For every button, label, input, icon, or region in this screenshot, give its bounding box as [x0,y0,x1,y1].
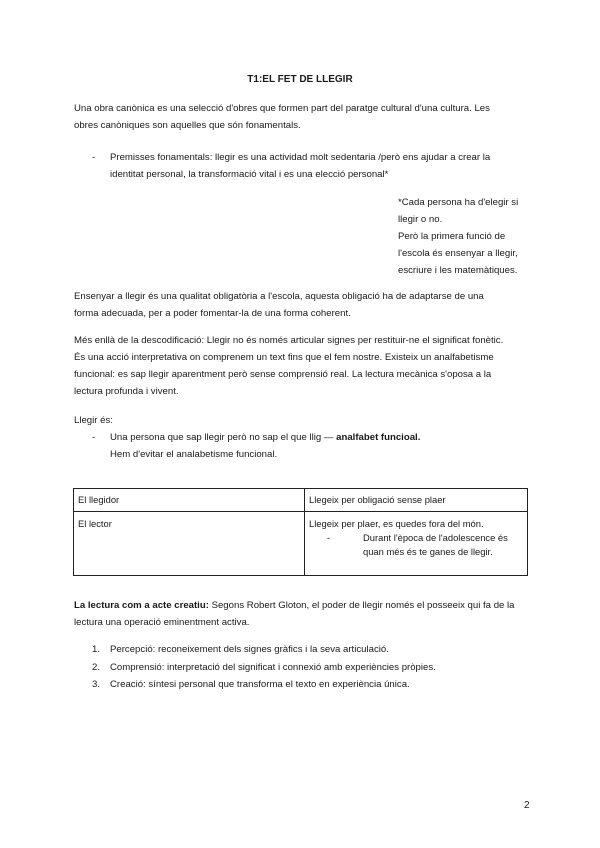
llegir-es-line-2: Hem d'evitar el analabetisme funcional. [110,449,278,460]
table-cell [305,512,528,576]
premisses-line-1: Premisses fonamentals: llegir es una actividad molt sedentaria /però ens ajudar a crear la [110,152,491,163]
list-dash: - [92,152,96,163]
premisses-list-item [92,149,530,183]
lector-sub-line-2: quan més és te ganes de llegir. [363,546,493,557]
descodificacio-paragraph [74,332,530,400]
page-number: 2 [524,800,530,811]
ensenyar-line-2: forma adecuada, per a poder fomentar-la de una forma coherent. [74,308,351,319]
lectura-line-1 [74,597,530,614]
note-line-2: llegir o no. [398,214,443,225]
step-number: 1. [92,644,101,655]
table-cell: Llegeix per obligació sense plaer [305,489,528,512]
llegir-es-text: Una persona que sap llegir però no sap el que llig — [110,432,334,443]
llegir-es-line-1 [110,429,530,446]
llegir-es-heading: Llegir és: [74,415,113,426]
list-dash: - [92,432,96,443]
creative-steps-list [92,641,532,694]
premisses-line-2: identitat personal, la transformació vital i es una elecció personal* [110,169,389,180]
note-line-3: Però la primera funció de [398,231,506,242]
step-text: Percepció: reconeixement dels signes gràfics i la seva articulació. [110,644,389,655]
lectura-bold-heading: La lectura com a acte creatiu: [74,600,209,611]
lector-sub-item [327,531,523,559]
llegir-es-bold-term: analfabet funcioal. [336,432,421,443]
list-item [92,641,532,659]
descodificacio-line-3: funcional: es sap llegir aparentment però sense comprensió real. La lectura mecànica s'oposa a la [74,369,492,380]
lector-description: Llegeix per plaer, es quedes fora del món. [309,518,484,529]
descodificacio-line-1: Més enllà de la descodificació: Llegir no és només articular signes per restituir-ne el significat fonètic. [74,335,504,346]
descodificacio-line-4: lectura profunda i vivent. [74,386,179,397]
step-number: 3. [92,679,101,690]
llegir-es-list-item [92,429,530,463]
list-dash: - [327,532,331,543]
list-item [92,659,532,677]
step-number: 2. [92,661,101,673]
list-item [92,676,532,694]
table-row [74,512,528,576]
note-line-1: *Cada persona ha d'elegir si [398,197,519,208]
intro-line-2: obres canòniques son aquelles que són fonamentals. [74,120,301,131]
ensenyar-line-1: Ensenyar a llegir és una qualitat obligatòria a l'escola, aquesta obligació ha de adaptarse de una [74,291,484,302]
note-line-5: escriure i les matemàtiques. [398,265,518,276]
step-text: Creació: síntesi personal que transforma el texto en experiència única. [110,679,410,690]
intro-paragraph [74,100,530,134]
lectura-paragraph [74,597,530,631]
lectura-line-2: lectura una operació eminentment activa. [74,617,250,628]
note-line-4: l'escola és ensenyar a llegir, [398,248,518,259]
descodificacio-line-2: És una acció interpretativa on comprenem un text fins que el fem nostre. Existeix un analfabetisme [74,352,494,363]
step-text: Comprensió: interpretació del significat i connexió amb experiències pròpies. [110,661,436,673]
table-cell: El lector [74,512,305,576]
table-cell: El llegidor [74,489,305,512]
page-title: T1:EL FET DE LLEGIR [247,74,353,85]
ensenyar-paragraph [74,288,530,322]
intro-line-1: Una obra canònica es una selecció d'obres que formen part del paratge cultural d'una cultura. Les [74,103,490,114]
lectura-line-1-rest: Segons Robert Gloton, el poder de llegir només el posseeix qui fa de la [208,600,515,611]
lector-sub-line-1: Durant l'època de l'adolescence és [363,532,508,543]
reader-comparison-table [73,488,528,576]
table-row [74,489,528,512]
side-note [398,194,538,279]
